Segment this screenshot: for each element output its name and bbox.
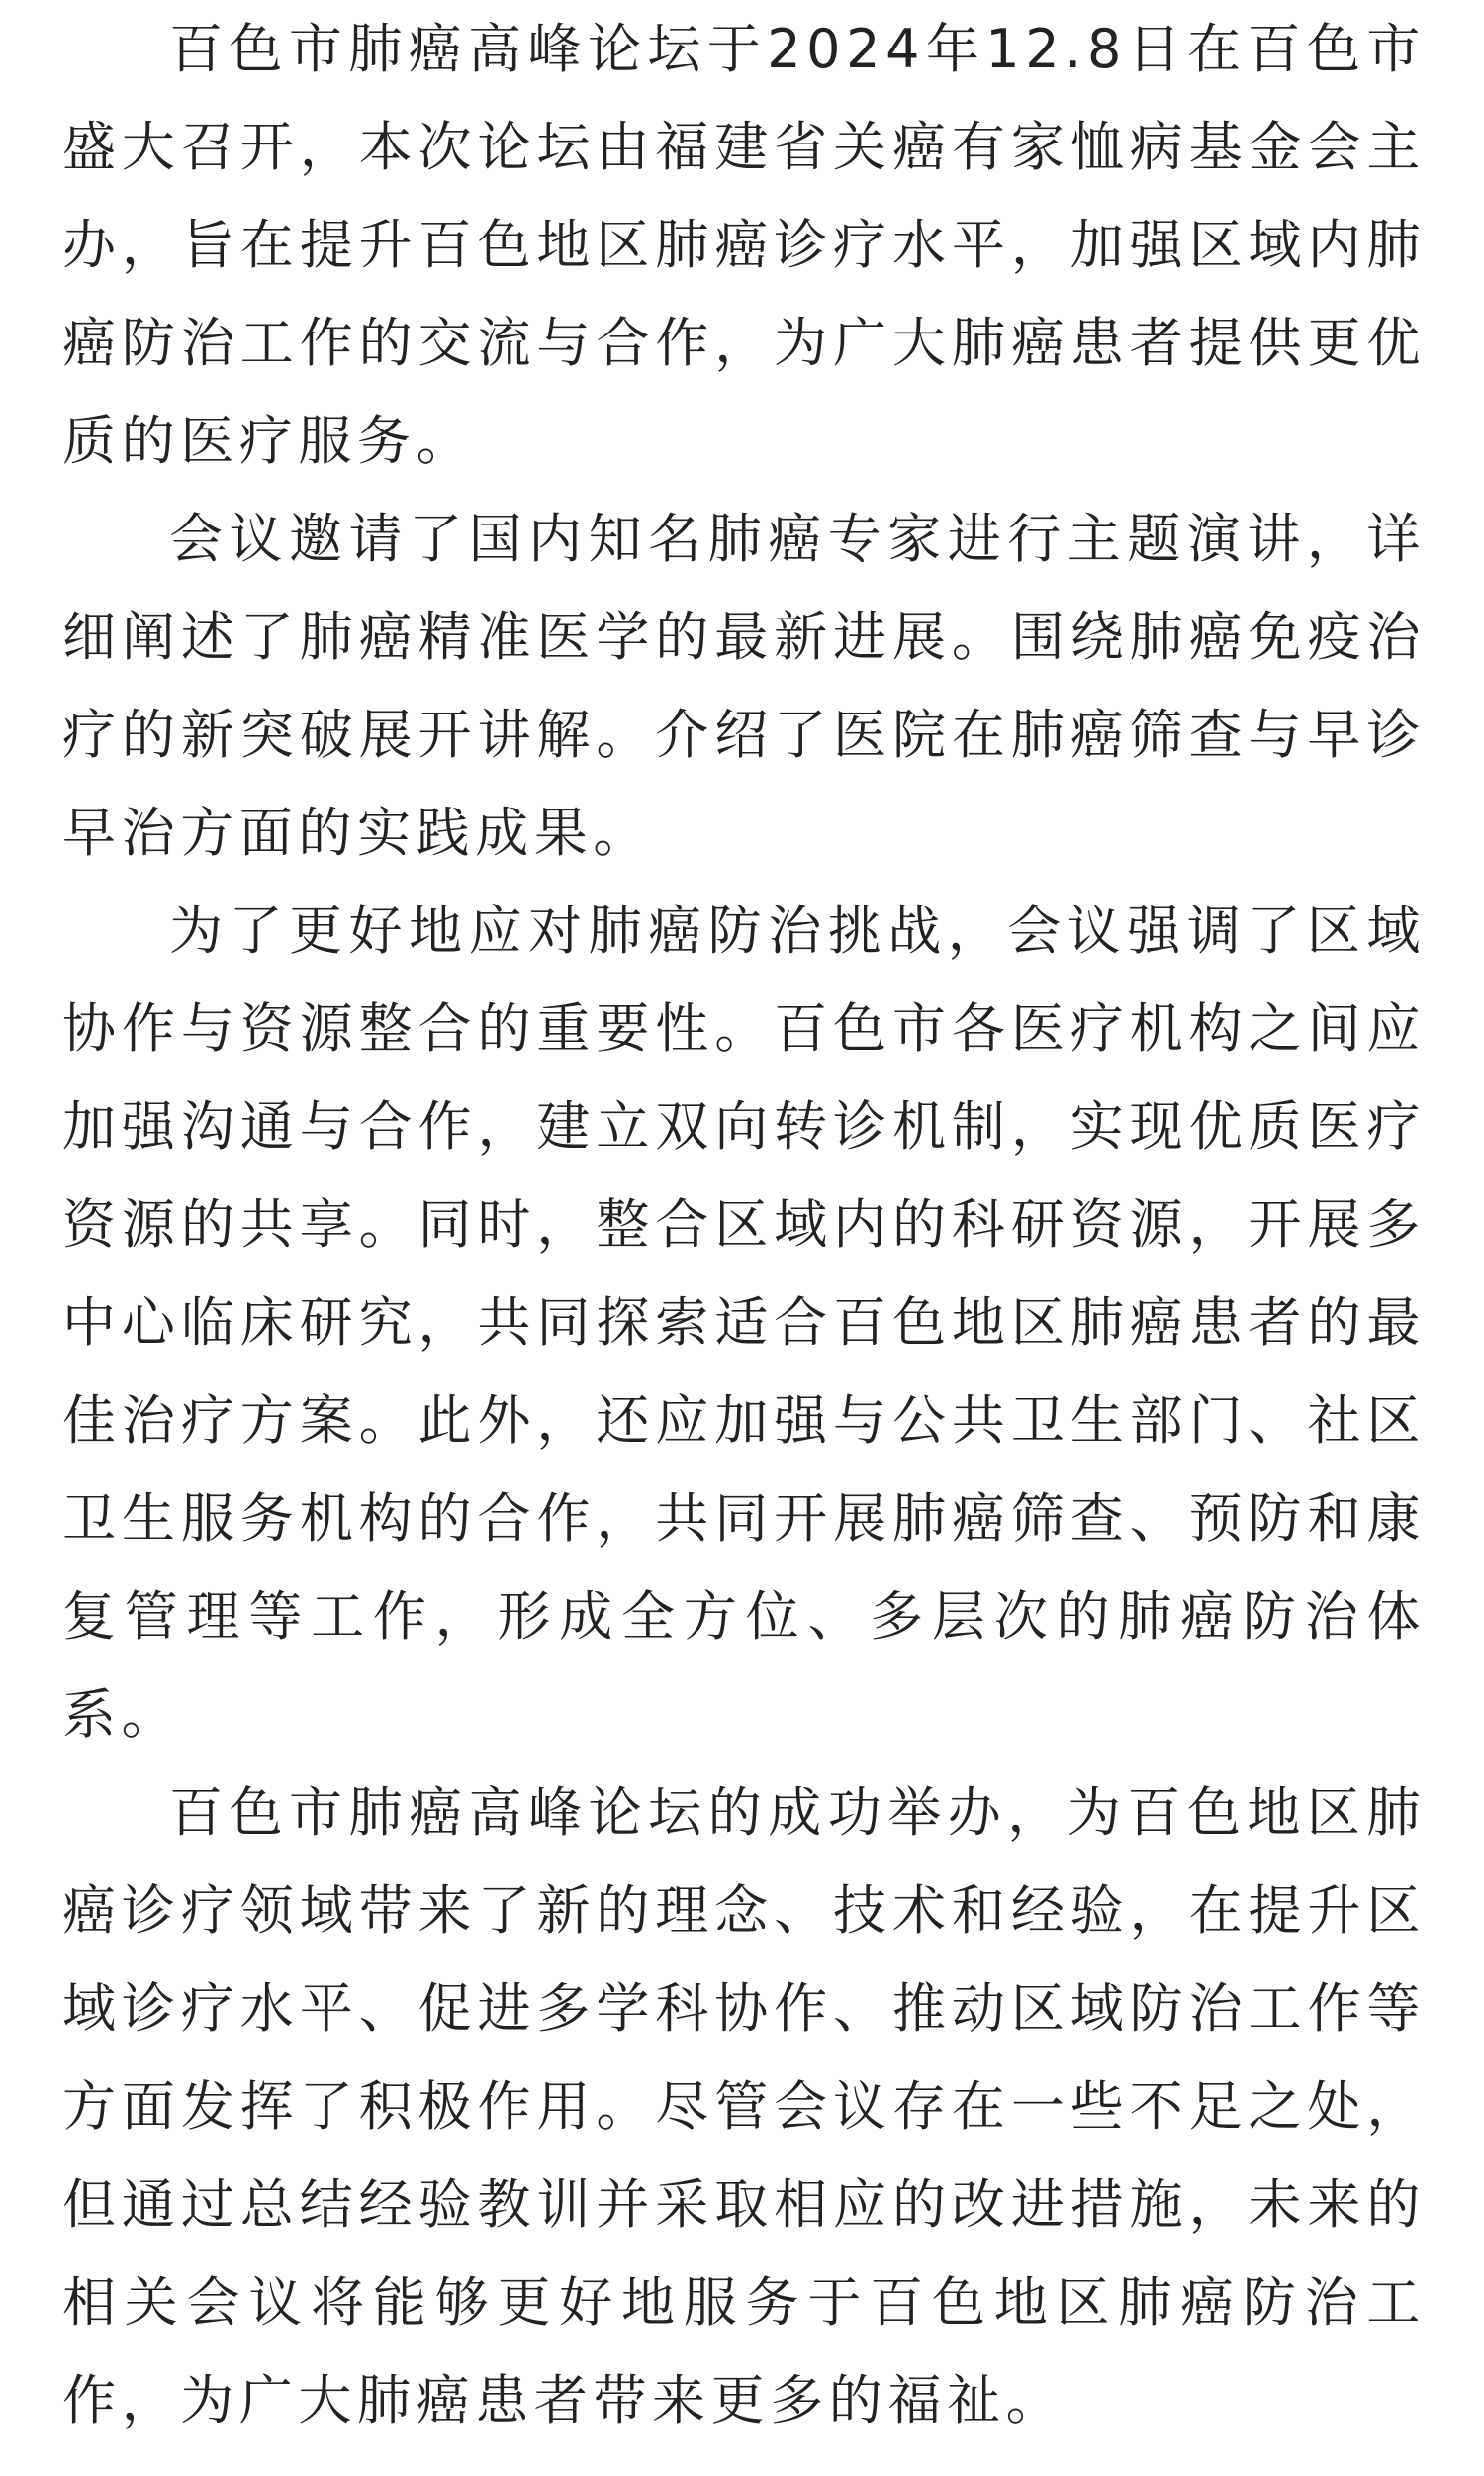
paragraph-collaboration: 为了更好地应对肺癌防治挑战，会议强调了区域协作与资源整合的重要性。百色市各医疗机构之间应加强沟通与合作，建立双向转诊机制，实现优质医疗资源的共享。同时，整合区域内的科研资源，开展多中心临床研究，共同探索适合百色地区肺癌患者的最佳治疗方案。此外，还应加强与公共卫生部门、社区卫生服务机构的合作，共同开展肺癌筛查、预防和康复管理等工作，形成全方位、多层次的肺癌防治体系。 <box>62 900 1426 1746</box>
article-body <box>62 0 1426 2449</box>
paragraph-conclusion: 百色市肺癌高峰论坛的成功举办，为百色地区肺癌诊疗领域带来了新的理念、技术和经验，在提升区域诊疗水平、促进多学科协作、推动区域防治工作等方面发挥了积极作用。尽管会议存在一些不足之处，但通过总结经验教训并采取相应的改进措施，未来的相关会议将能够更好地服务于百色地区肺癌防治工作，为广大肺癌患者带来更多的福祉。 <box>62 1781 1426 2431</box>
paragraph-speakers: 会议邀请了国内知名肺癌专家进行主题演讲，详细阐述了肺癌精准医学的最新进展。围绕肺癌免疫治疗的新突破展开讲解。介绍了医院在肺癌筛查与早诊早治方面的实践成果。 <box>62 508 1426 864</box>
paragraph-intro: 百色市肺癌高峰论坛于2024年12.8日在百色市盛大召开，本次论坛由福建省关癌有家恤病基金会主办，旨在提升百色地区肺癌诊疗水平，加强区域内肺癌防治工作的交流与合作，为广大肺癌患者提供更优质的医疗服务。 <box>62 18 1426 472</box>
